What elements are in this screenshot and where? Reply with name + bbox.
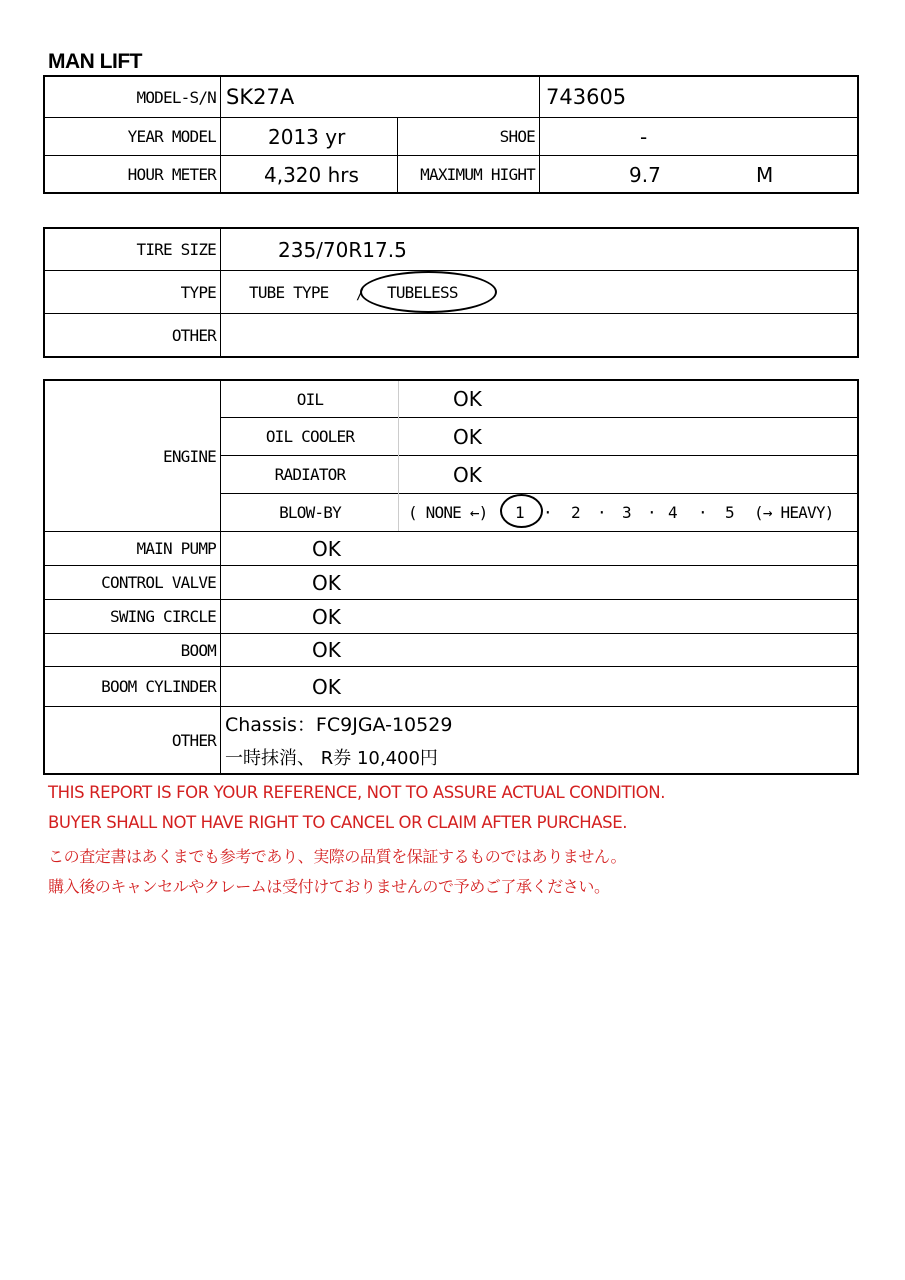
oil-label: OIL bbox=[296, 389, 324, 409]
model-label: MODEL-S/N bbox=[136, 87, 216, 107]
year-model-label: YEAR MODEL bbox=[127, 127, 216, 146]
boom-cylinder-value: OK bbox=[312, 674, 341, 699]
selected-tire-type-circle bbox=[360, 271, 497, 313]
blow-by-scale-4: 4 bbox=[668, 503, 677, 522]
shoe-value: - bbox=[640, 124, 648, 149]
main-pump-label: MAIN PUMP bbox=[136, 539, 216, 558]
radiator-label: RADIATOR bbox=[274, 465, 346, 484]
control-valve-value: OK bbox=[312, 570, 341, 595]
tube-type-option: TUBE TYPE bbox=[249, 282, 329, 302]
blow-by-dot: · bbox=[597, 503, 606, 522]
inspection-other-label: OTHER bbox=[171, 730, 216, 750]
registration-note: 一時抹消、 R券 10,400円 bbox=[225, 747, 438, 769]
model-value: SK27A bbox=[226, 85, 295, 109]
boom-label: BOOM bbox=[180, 640, 216, 660]
blow-by-dot: · bbox=[647, 503, 656, 522]
swing-circle-label: SWING CIRCLE bbox=[110, 607, 216, 626]
oil-cooler-value: OK bbox=[453, 424, 482, 449]
tire-type-separator: / bbox=[356, 287, 364, 303]
blow-by-scale-1: 1 bbox=[515, 503, 524, 522]
blow-by-scale-5: 5 bbox=[725, 503, 734, 522]
engine-label: ENGINE bbox=[163, 446, 216, 466]
main-pump-value: OK bbox=[312, 536, 341, 561]
tire-other-label: OTHER bbox=[171, 325, 216, 345]
blow-by-none-label: ( NONE ←) bbox=[408, 503, 488, 522]
tire-size-value: 235/70R17.5 bbox=[278, 237, 407, 262]
shoe-label: SHOE bbox=[499, 127, 535, 146]
disclaimer-no-cancel-jp: 購入後のキャンセルやクレームは受付けておりませんので予めご了承ください。 bbox=[48, 877, 610, 896]
blow-by-dot: · bbox=[543, 503, 552, 522]
blow-by-scale-3: 3 bbox=[622, 503, 631, 522]
oil-value: OK bbox=[453, 387, 482, 411]
selected-blow-by-circle bbox=[500, 494, 543, 528]
chassis-note: Chassis：FC9JGA-10529 bbox=[225, 714, 453, 736]
boom-cylinder-label: BOOM CYLINDER bbox=[101, 677, 216, 696]
year-model-value: 2013 yr bbox=[268, 124, 346, 149]
radiator-value: OK bbox=[453, 462, 482, 487]
swing-circle-value: OK bbox=[312, 604, 341, 629]
hour-meter-label: HOUR METER bbox=[127, 165, 216, 184]
serial-number-value: 743605 bbox=[546, 85, 627, 109]
page-title: MAN LIFT bbox=[48, 50, 142, 73]
oil-cooler-label: OIL COOLER bbox=[265, 427, 355, 446]
maximum-height-label: MAXIMUM HIGHT bbox=[420, 165, 535, 184]
tire-type-label: TYPE bbox=[180, 282, 216, 302]
blow-by-dot: · bbox=[698, 503, 707, 522]
disclaimer-reference: THIS REPORT IS FOR YOUR REFERENCE, NOT TO ASSURE ACTUAL CONDITION. bbox=[48, 783, 666, 802]
disclaimer-reference-jp: この査定書はあくまでも参考であり、実際の品質を保証するものではありません。 bbox=[48, 847, 627, 866]
control-valve-label: CONTROL VALVE bbox=[101, 573, 216, 592]
tubeless-option: TUBELESS bbox=[387, 282, 458, 302]
tire-size-label: TIRE SIZE bbox=[136, 240, 216, 259]
disclaimer-no-cancel: BUYER SHALL NOT HAVE RIGHT TO CANCEL OR CLAIM AFTER PURCHASE. bbox=[48, 813, 628, 832]
blow-by-heavy-label: (→ HEAVY) bbox=[754, 503, 834, 522]
blow-by-label: BLOW-BY bbox=[279, 503, 341, 522]
hour-meter-value: 4,320 hrs bbox=[264, 162, 359, 187]
maximum-height-unit: M bbox=[756, 162, 774, 187]
maximum-height-value: 9.7 bbox=[629, 162, 661, 187]
blow-by-scale-2: 2 bbox=[571, 503, 580, 522]
boom-value: OK bbox=[312, 638, 341, 662]
